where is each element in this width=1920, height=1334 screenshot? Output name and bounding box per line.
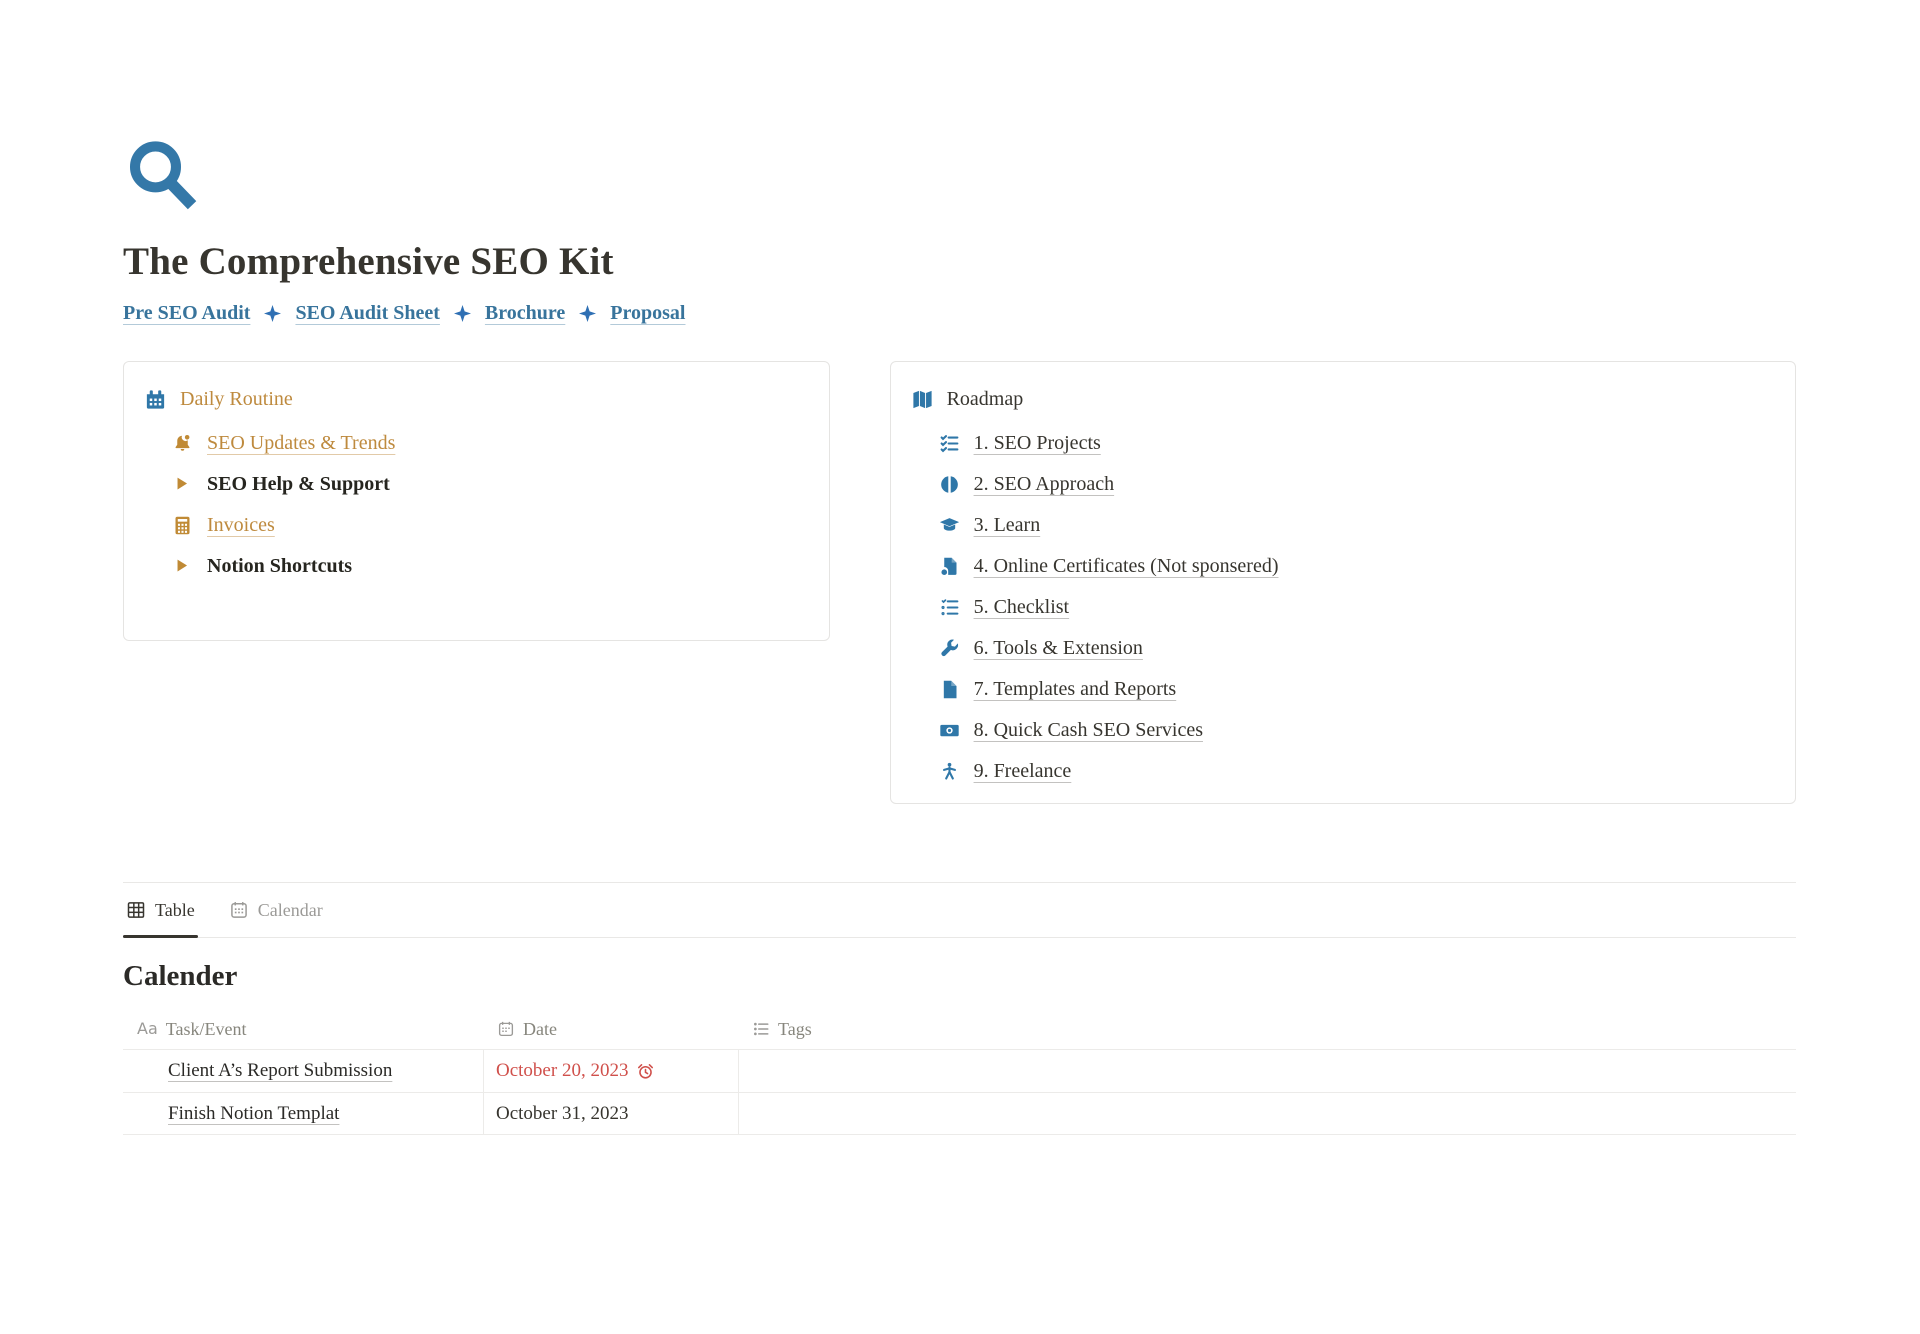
list-item	[939, 505, 1775, 546]
diamond-star-icon	[454, 305, 471, 322]
page-link-templates-reports[interactable]: 7. Templates and Reports	[973, 678, 1177, 700]
list-item	[939, 546, 1775, 587]
toggle-notion-shortcuts[interactable]: Notion Shortcuts	[207, 555, 353, 577]
alarm-clock-icon	[636, 1062, 655, 1081]
column-header-task-event[interactable]	[123, 1019, 483, 1040]
wrench-icon	[939, 638, 960, 659]
map-icon	[911, 388, 934, 411]
list-item	[939, 751, 1775, 792]
nav-link-proposal[interactable]: Proposal	[610, 302, 686, 324]
tags-cell[interactable]	[738, 1093, 1796, 1134]
database-view-tabs	[123, 883, 1796, 938]
list-icon	[752, 1020, 770, 1038]
page-link-seo-updates-trends[interactable]: SEO Updates & Trends	[207, 432, 396, 454]
page-title: The Comprehensive SEO Kit	[123, 240, 614, 283]
text-aa-icon: Aa	[137, 1019, 158, 1038]
graduation-cap-icon	[939, 515, 960, 536]
nav-link-pre-seo-audit[interactable]: Pre SEO Audit	[123, 302, 251, 324]
list-item	[172, 546, 809, 587]
list-item	[939, 587, 1775, 628]
callout-columns	[123, 361, 1796, 804]
tab-calendar-view[interactable]	[226, 883, 326, 937]
column-label: Tags	[778, 1018, 812, 1039]
toggle-seo-help-support[interactable]: SEO Help & Support	[207, 473, 390, 495]
toggle-triangle-icon[interactable]	[172, 474, 193, 495]
daily-routine-items	[172, 423, 809, 587]
task-cell	[123, 1093, 483, 1134]
magnifier-icon[interactable]	[123, 135, 201, 215]
table-icon	[126, 900, 146, 920]
list-item	[939, 710, 1775, 751]
calendar-icon	[229, 900, 249, 920]
table-header-row	[123, 1009, 1796, 1049]
list-item	[172, 505, 809, 546]
page-link-seo-approach[interactable]: 2. SEO Approach	[973, 473, 1115, 495]
daily-routine-callout	[123, 361, 830, 641]
roadmap-items	[939, 423, 1775, 792]
list-icon	[939, 597, 960, 618]
page-link-client-a-report[interactable]: Client A’s Report Submission	[168, 1060, 393, 1081]
page-link-seo-projects[interactable]: 1. SEO Projects	[973, 432, 1101, 454]
page-link-quick-cash-seo[interactable]: 8. Quick Cash SEO Services	[973, 719, 1203, 741]
tab-table-view[interactable]	[123, 883, 198, 937]
roadmap-header	[911, 388, 1775, 411]
column-label: Task/Event	[165, 1018, 247, 1039]
page-link-finish-notion-template[interactable]: Finish Notion Templat	[168, 1102, 340, 1124]
column-header-date[interactable]	[483, 1019, 738, 1040]
roadmap-title: Roadmap	[946, 388, 1024, 410]
calculator-icon	[172, 515, 193, 536]
page-link-tools-extension[interactable]: 6. Tools & Extension	[973, 637, 1143, 659]
page-link-checklist[interactable]: 5. Checklist	[973, 596, 1070, 618]
database-table	[123, 1009, 1796, 1135]
table-row	[123, 1092, 1796, 1135]
bell-badge-icon	[172, 433, 193, 454]
banknote-icon	[939, 720, 960, 741]
roadmap-callout	[890, 361, 1796, 804]
list-item	[939, 669, 1775, 710]
page-link-freelance[interactable]: 9. Freelance	[973, 760, 1072, 782]
document-icon	[939, 679, 960, 700]
calendar-icon	[497, 1020, 515, 1038]
date-cell[interactable]	[483, 1093, 738, 1134]
page-link-learn[interactable]: 3. Learn	[973, 514, 1041, 536]
list-item	[172, 423, 809, 464]
contrast-circle-icon	[939, 474, 960, 495]
tab-calendar-label: Calendar	[257, 899, 323, 920]
task-cell	[123, 1050, 483, 1092]
page-link-invoices[interactable]: Invoices	[207, 514, 275, 536]
checklist-tasks-icon	[939, 433, 960, 454]
tags-cell[interactable]	[738, 1050, 1796, 1092]
date-cell[interactable]	[483, 1050, 738, 1092]
toggle-triangle-icon[interactable]	[172, 556, 193, 577]
nav-link-brochure[interactable]: Brochure	[484, 302, 566, 324]
column-label: Date	[523, 1018, 557, 1039]
table-row	[123, 1049, 1796, 1092]
nav-links-row	[123, 302, 1796, 325]
list-item	[939, 628, 1775, 669]
tab-table-label: Table	[155, 899, 195, 920]
diamond-star-icon	[264, 305, 281, 322]
date-value: October 31, 2023	[496, 1102, 629, 1124]
daily-routine-header	[144, 388, 809, 411]
calendar-icon	[144, 388, 167, 411]
certificate-icon	[939, 556, 960, 577]
daily-routine-title: Daily Routine	[180, 388, 293, 410]
nav-link-seo-audit-sheet[interactable]: SEO Audit Sheet	[295, 302, 440, 324]
list-item	[172, 464, 809, 505]
diamond-star-icon	[579, 305, 596, 322]
column-header-tags[interactable]	[738, 1019, 1796, 1040]
page-link-online-certificates[interactable]: 4. Online Certificates (Not sponsered)	[973, 555, 1279, 577]
database-title: Calender	[123, 960, 238, 992]
list-item	[939, 464, 1775, 505]
person-icon	[939, 761, 960, 782]
notion-page	[0, 135, 1920, 1135]
list-item	[939, 423, 1775, 464]
date-value: October 20, 2023	[496, 1060, 629, 1081]
